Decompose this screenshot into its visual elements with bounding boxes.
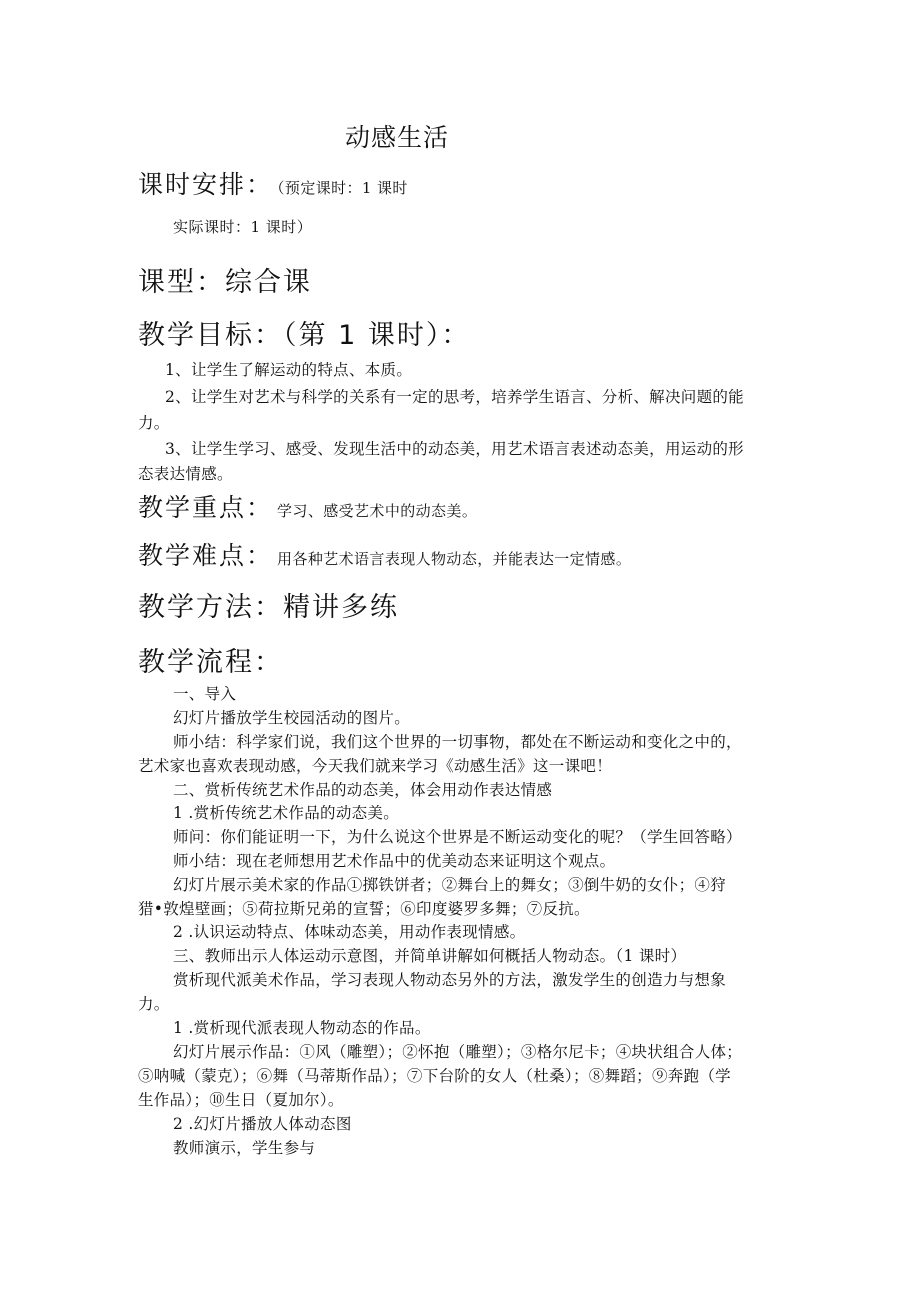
key-point-label: 教学重点： <box>138 493 274 522</box>
process-line: 生作品）；⑩生日（夏加尔）。 <box>138 1091 344 1109</box>
process-line: 2 .认识运动特点、体味动态美，用动作表现情感。 <box>173 923 526 941</box>
objective-item: 1、让学生了解运动的特点、本质。 <box>165 361 413 379</box>
process-line: 教师演示，学生参与 <box>173 1139 316 1157</box>
process-line: 三、教师出示人体运动示意图，并简单讲解如何概括人物动态。（1 课时） <box>173 947 687 965</box>
schedule-label: 课时安排： <box>138 170 274 199</box>
objective-item: 3、让学生学习、感受、发现生活中的动态美，用艺术语言表述动态美，用运动的形 <box>165 440 744 458</box>
process-line: 师小结：科学家们说，我们这个世界的一切事物，都处在不断运动和变化之中的， <box>173 733 742 751</box>
process-line: 力。 <box>138 995 170 1013</box>
process-line: 1 .赏析传统艺术作品的动态美。 <box>173 804 400 822</box>
difficulty-label: 教学难点： <box>138 541 274 570</box>
schedule-planned: （预定课时：1 课时 <box>277 179 408 197</box>
process-line: 1 .赏析现代派表现人物动态的作品。 <box>173 1019 431 1037</box>
process-line: 幻灯片展示美术家的作品①掷铁饼者；②舞台上的舞女；③倒牛奶的女仆；④狩 <box>173 876 727 894</box>
key-point <box>138 488 477 524</box>
objective-item: 力。 <box>138 414 170 432</box>
difficulty <box>138 536 631 572</box>
process-line: 一、导入 <box>173 685 237 703</box>
lesson-type: 课型：综合课 <box>138 267 312 298</box>
process-line: 赏析现代派美术作品，学习表现人物动态另外的方法，激发学生的创造力与想象 <box>173 971 727 989</box>
process-line: 师问：你们能证明一下，为什么说这个世界是不断运动变化的呢？（学生回答略） <box>173 828 742 846</box>
process-line: 2 .幻灯片播放人体动态图 <box>173 1115 352 1133</box>
process-line: 师小结：现在老师想用艺术作品中的优美动态来证明这个观点。 <box>173 852 616 870</box>
process-line: ⑤呐喊（蒙克）；⑥舞（马蒂斯作品）；⑦下台阶的女人（杜桑）；⑧舞蹈；⑨奔跑（学 <box>138 1067 731 1085</box>
difficulty-text: 用各种艺术语言表现人物动态，并能表达一定情感。 <box>277 550 632 568</box>
process-line: 二、赏析传统艺术作品的动态美，体会用动作表达情感 <box>173 781 553 799</box>
process-heading: 教学流程： <box>138 647 283 678</box>
objective-item: 态表达情感。 <box>138 465 233 483</box>
process-line: 猎•敦煌壁画；⑤荷拉斯兄弟的宣誓；⑥印度婆罗多舞；⑦反抗。 <box>138 900 590 918</box>
key-point-text: 学习、感受艺术中的动态美。 <box>277 502 478 520</box>
process-line: 幻灯片播放学生校园活动的图片。 <box>173 709 411 727</box>
process-line: 幻灯片展示作品：①风（雕塑）；②怀抱（雕塑）；③格尔尼卡；④块状组合人体； <box>173 1043 743 1061</box>
objective-item: 2、让学生对艺术与科学的关系有一定的思考，培养学生语言、分析、解决问题的能 <box>165 388 744 406</box>
objectives-heading: 教学目标：（第 1 课时）： <box>138 320 471 351</box>
schedule-actual: 实际课时：1 课时） <box>173 218 313 236</box>
schedule-row <box>138 165 408 201</box>
document-title: 动感生活 <box>345 123 450 152</box>
process-line: 艺术家也喜欢表现动感，今天我们就来学习《动感生活》这一课吧！ <box>138 757 613 775</box>
teaching-method: 教学方法：精讲多练 <box>138 592 399 623</box>
